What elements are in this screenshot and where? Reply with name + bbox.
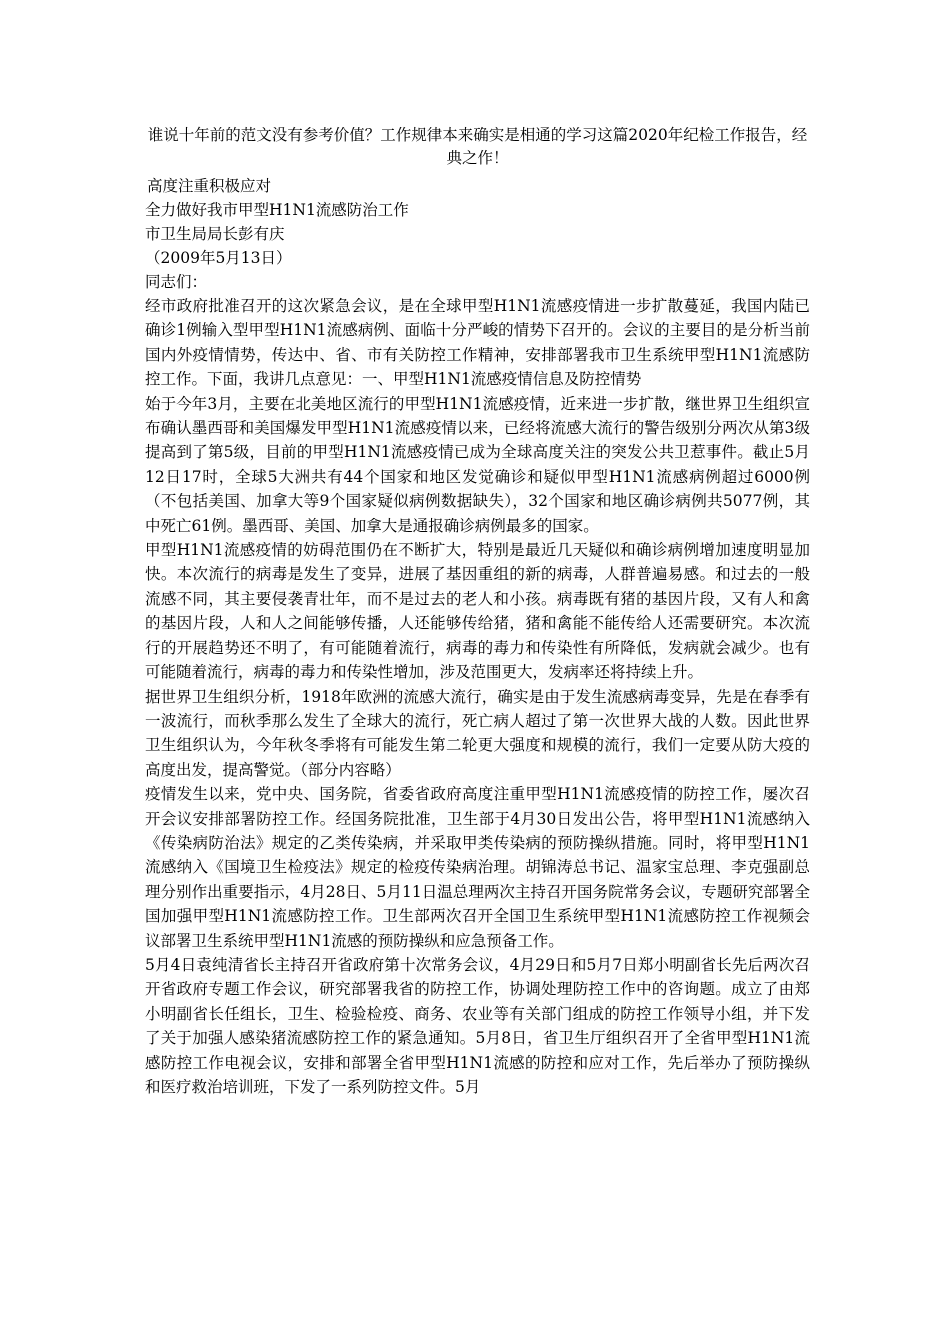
document-title: 谁说十年前的范文没有参考价值？工作规律本来确实是相通的学习这篇2020年纪检工作报告，经典之作！ (147, 126, 808, 167)
date-line: （2009年5月13日） (145, 249, 292, 267)
body-paragraph: 始于今年3月，主要在北美地区流行的甲型H1N1流感疫情，近来进一步扩散，继世界卫生组织宣布确认墨西哥和美国爆发甲型H1N1流感疫情以来，已经将流感大流行的警告级别分两次从第3级提高到了第5级，目前的甲型H1N1流感疫情已成为全球高度关注的突发公共卫惹事件。截止5月12日17时，全球5大洲共有44个国家和地区发觉确诊和疑似甲型H1N1流感病例超过6000例（不包括美国、加拿大等9个国家疑似病例数据缺失），32个国家和地区确诊病例共5077例，其中死亡61例。墨西哥、美国、加拿大是通报确诊病例最多的国家。 (145, 394, 810, 535)
body-paragraph: 甲型H1N1流感疫情的妨碍范围仍在不断扩大，特别是最近几天疑似和确诊病例增加速度明显加快。本次流行的病毒是发生了变异，进展了基因重组的新的病毒，人群普遍易感。和过去的一般流感不同，其主要侵袭青壮年，而不是过去的老人和小孩。病毒既有猪的基因片段，又有人和禽的基因片段，人和人之间能够传播，人还能够传给猪，猪和禽能不能传给人还需要研究。本次流行的开展趋势还不明了，有可能随着流行，病毒的毒力和传染性有所降低，发病就会减少。也有可能随着流行，病毒的毒力和传染性增加，涉及范围更大，发病率还将持续上升。 (145, 541, 810, 682)
document-page (145, 124, 810, 1099)
heading-line-2: 全力做好我市甲型H1N1流感防治工作 (145, 201, 409, 219)
body-paragraph: 据世界卫生组织分析，1918年欧洲的流感大流行，确实是由于发生流感病毒变异，先是在春季有一波流行，而秋季那么发生了全球大的流行，死亡病人超过了第一次世界大战的人数。因此世界卫生组织认为，今年秋冬季将有可能发生第二轮更大强度和规模的流行，我们一定要从防大疫的高度出发，提高警觉。（部分内容略） (145, 687, 810, 779)
heading-line-1: 高度注重积极应对 (147, 177, 272, 195)
body-paragraph: 5月4日袁纯清省长主持召开省政府第十次常务会议，4月29日和5月7日郑小明副省长先后两次召开省政府专题工作会议，研究部署我省的防控工作，协调处理防控工作中的咨询题。成立了由郑小明副省长任组长，卫生、检验检疫、商务、农业等有关部门组成的防控工作领导小组，并下发了关于加强人感染猪流感防控工作的紧急通知。5月8日，省卫生厅组织召开了全省甲型H1N1流感防控工作电视会议，安排和部署全省甲型H1N1流感的防控和应对工作，先后举办了预防操纵和医疗救治培训班，下发了一系列防控文件。5月 (145, 955, 810, 1096)
author-line: 市卫生局局长彭有庆 (145, 225, 285, 243)
body-paragraph: 经市政府批准召开的这次紧急会议，是在全球甲型H1N1流感疫情进一步扩散蔓延，我国内陆已确诊1例输入型甲型H1N1流感病例、面临十分严峻的情势下召开的。会议的主要目的是分析当前国内外疫情情势，传达中、省、市有关防控工作精神，安排部署我市卫生系统甲型H1N1流感防控工作。下面，我讲几点意见：一、甲型H1N1流感疫情信息及防控情势 (145, 297, 810, 389)
salutation: 同志们： (145, 273, 208, 291)
body-paragraph: 疫情发生以来，党中央、国务院，省委省政府高度注重甲型H1N1流感疫情的防控工作，屡次召开会议安排部署防控工作。经国务院批准，卫生部于4月30日发出公告，将甲型H1N1流感纳入《传染病防治法》规定的乙类传染病，并采取甲类传染病的预防操纵措施。同时，将甲型H1N1流感纳入《国境卫生检疫法》规定的检疫传染病治理。胡锦涛总书记、温家宝总理、李克强副总理分别作出重要指示，4月28日、5月11日温总理两次主持召开国务院常务会议，专题研究部署全国加强甲型H1N1流感防控工作。卫生部两次召开全国卫生系统甲型H1N1流感防控工作视频会议部署卫生系统甲型H1N1流感的预防操纵和应急预备工作。 (145, 785, 810, 950)
